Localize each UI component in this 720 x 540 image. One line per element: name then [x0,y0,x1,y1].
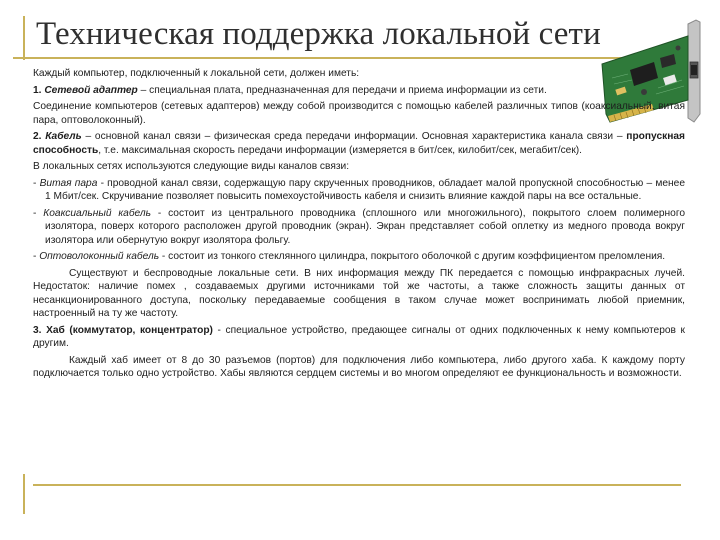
item-cable [33,130,685,157]
wireless-text: Существуют и беспроводные локальные сети. В них информация между ПК передается с помощью инфракрасных лучей. Недостаток: наличие помех , создаваемых другими источниками той же частоты, а также сложность защиты данных от несанкционированного доступа, поскольку передаваемые сообщения в таком случае может воспринимать любой приемник, настроенный на ту же частоту. [33,267,685,319]
list-dash: - [33,251,40,263]
title-underline [13,57,623,59]
list-item-fiber [33,250,685,263]
main-text [33,67,685,384]
list-item-coaxial [33,207,685,247]
item-number: 2. [33,131,46,143]
network-adapter-description: – специальная плата, предназначенная для передачи и приема информации из сети. [137,84,547,96]
list-dash: - [33,207,44,219]
bandwidth-description: , т.е. максимальная скорость передачи информации (измеряется в бит/сек, килобит/сек, мегабит/сек). [98,144,583,156]
list-item-twisted-pair [33,177,685,204]
footer-line [33,484,681,486]
item-hub [33,324,685,351]
hub-description: - специальное устройство, предающее сигналы от одних подключенных к нему компьютеров к другим. [33,324,685,349]
term-coaxial: Коаксиальный кабель [43,207,151,219]
cable-description: – основной канал связи – физическая среда передачи информации. Основная характеристика канала связи – [81,131,627,143]
channel-types-text: В локальных сетях используются следующие виды каналов связи: [33,161,350,173]
channel-types-paragraph [33,160,685,173]
page-title: Техническая поддержка локальной сети [36,16,601,52]
twisted-pair-description: - проводной канал связи, содержащую пару скрученных проводников, обладает малой пропускной способностью – менее 1 Мбит/сек. Скручивание позволяет повысить помехоустойчивость кабеля и снизить влияние каждой пары на все остальные. [45,177,686,203]
term-cable: Кабель [45,131,82,143]
footer-accent-vertical-line [23,474,25,514]
item-number: 3. [33,324,47,336]
hub-ports-text: Каждый хаб имеет от 8 до 30 разъемов (портов) для подключения либо компьютера, либо другого хаба. К каждому порту подключается только одно устройство. Хабы являются сердцем системы и во многом определяют ее функциональность и возможности. [33,354,685,379]
title-accent-vertical-line [23,16,25,60]
term-twisted-pair: Витая пара [39,177,98,189]
item-network-adapter [33,84,685,97]
coaxial-description: - состоит из центрального проводника (сплошного или многожильного), покрытого слоем полимерного изолятора, поверх которого расположен другой проводник (экран). Экран представляет собой оплетку из медного провода вокруг изолятора или обернутую вокруг изолятора фольгу. [45,207,685,246]
wireless-paragraph [33,267,685,321]
term-bandwidth: пропускная способность [33,131,685,156]
hub-ports-paragraph [33,354,685,381]
fiber-description: - состоит из тонкого стеклянного цилиндра, покрытого оболочкой с другим коэффициентом преломления. [159,251,666,263]
intro-text: Каждый компьютер, подключенный к локальной сети, должен иметь: [33,68,360,79]
item-number: 1. [33,84,45,96]
term-network-adapter: Сетевой адаптер [44,84,138,96]
term-fiber: Оптоволоконный кабель [39,251,160,263]
intro-paragraph [33,67,685,80]
list-dash: - [33,177,40,189]
term-hub: Хаб (коммутатор, концентратор) [46,324,213,336]
cable-connection-paragraph [33,100,685,127]
cable-connection-text: Соединение компьютеров (сетевых адаптеров) между собой производится с помощью кабелей различных типов (коаксиальный, витая пара, оптоволоконный). [33,101,685,126]
